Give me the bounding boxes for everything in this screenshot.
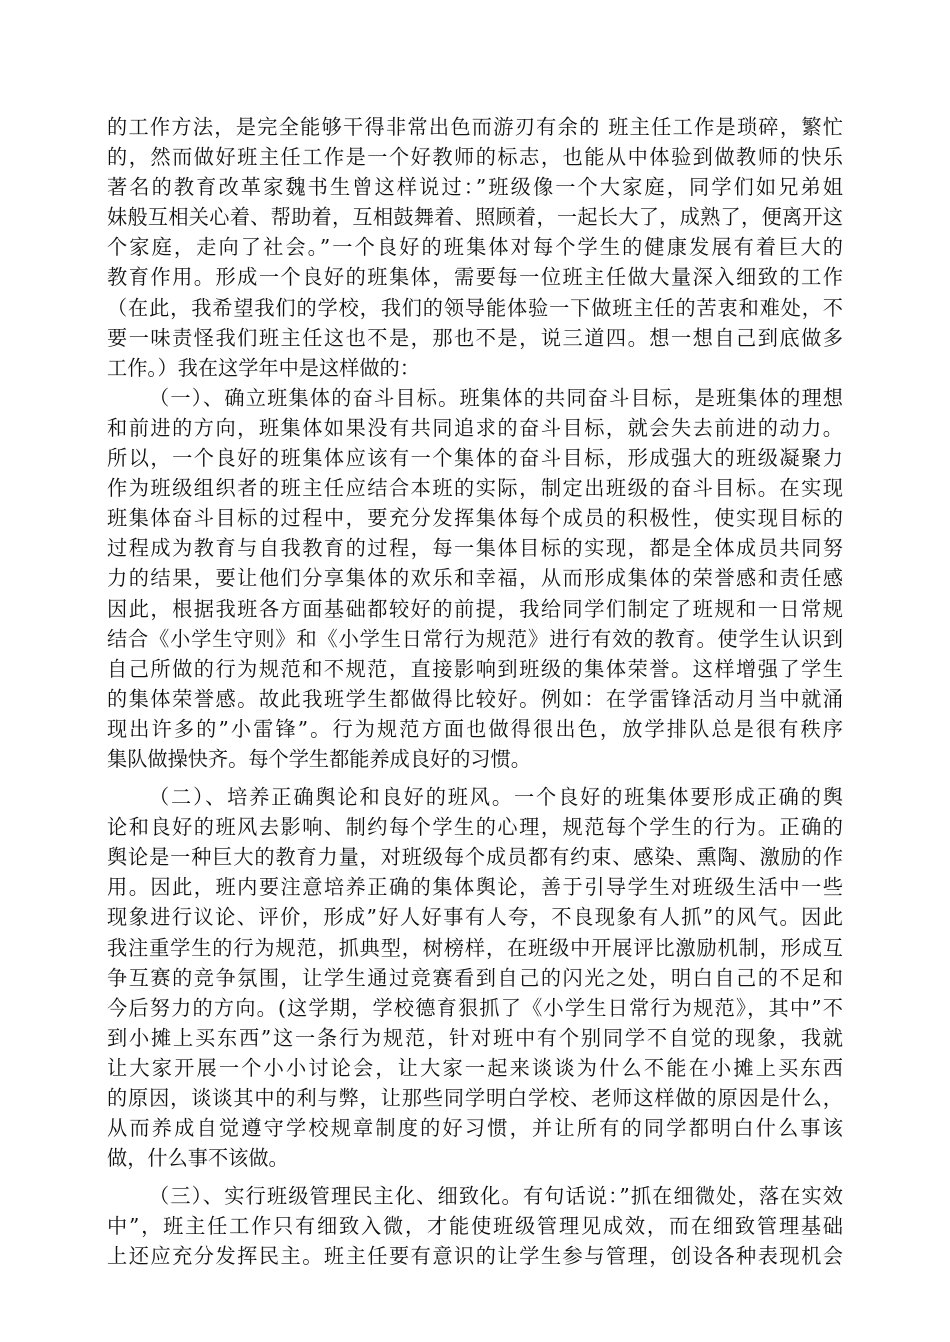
paragraph-line: 做，什么事不该做。 (107, 1146, 289, 1171)
paragraph-line: 力的结果，要让他们分享集体的欢乐和幸福，从而形成集体的荣誉感和责任感 (107, 566, 843, 591)
paragraph-line: 作为班级组织者的班主任应结合本班的实际，制定出班级的奋斗目标。在实现 (107, 476, 843, 501)
paragraph-line: 自己所做的行为规范和不规范，直接影响到班级的集体荣誉。这样增强了学生 (107, 656, 843, 681)
section-heading-line: （一）、确立班集体的奋斗目标。班集体的共同奋斗目标，是班集体的理想 (149, 385, 843, 410)
paragraph-line: 到小摊上买东西”这一条行为规范，针对班中有个别同学不自觉的现象，我就 (107, 1025, 843, 1050)
paragraph-line: 个家庭，走向了社会。”一个良好的班集体对每个学生的健康发展有着巨大的 (107, 235, 843, 260)
paragraph-line: 今后努力的方向。(这学期，学校德育狠抓了《小学生日常行为规范》，其中”不 (107, 995, 843, 1020)
paragraph-line: 集队做操快齐。每个学生都能养成良好的习惯。 (107, 746, 531, 771)
paragraph-line: 班集体奋斗目标的过程中，要充分发挥集体每个成员的积极性，使实现目标的 (107, 506, 843, 531)
paragraph-line: 妹般互相关心着、帮助着，互相鼓舞着、照顾着，一起长大了，成熟了，便离开这 (107, 205, 843, 230)
paragraph-line: 中”，班主任工作只有细致入微，才能使班级管理见成效，而在细致管理基础 (107, 1214, 843, 1239)
paragraph-line: （在此，我希望我们的学校，我们的领导能体验一下做班主任的苦衷和难处，不 (107, 295, 843, 320)
paragraph-line: 舆论是一种巨大的教育力量，对班级每个成员都有约束、感染、熏陶、激励的作 (107, 845, 843, 870)
paragraph-line: 的集体荣誉感。故此我班学生都做得比较好。例如：在学雷锋活动月当中就涌 (107, 686, 843, 711)
paragraph-line: 用。因此，班内要注意培养正确的集体舆论，善于引导学生对班级生活中一些 (107, 875, 843, 900)
paragraph-line: 要一味责怪我们班主任这也不是，那也不是，说三道四。想一想自己到底做多 (107, 325, 843, 350)
paragraph-gap (107, 1173, 843, 1181)
section-2-paragraph (107, 782, 843, 1173)
section-heading-line: （三）、实行班级管理民主化、细致化。有句话说：”抓在细微处，落在实效 (149, 1184, 843, 1209)
paragraph-line: 让大家开展一个小小讨论会，让大家一起来谈谈为什么不能在小摊上买东西 (107, 1055, 843, 1080)
section-heading-line: （二）、培养正确舆论和良好的班风。一个良好的班集体要形成正确的舆 (149, 785, 843, 810)
paragraph-line: 过程成为教育与自我教育的过程，每一集体目标的实现，都是全体成员共同努 (107, 536, 843, 561)
paragraph-line: 的工作方法，是完全能够干得非常出色而游刃有余的 班主任工作是琐碎，繁忙 (107, 115, 843, 139)
paragraph-line: 现象进行议论、评价，形成”好人好事有人夸，不良现象有人抓”的风气。因此 (107, 905, 843, 930)
paragraph-line: 现出许多的”小雷锋”。行为规范方面也做得很出色，放学排队总是很有秩序 (107, 716, 843, 741)
paragraph-line: 上还应充分发挥民主。班主任要有意识的让学生参与管理，创设各种表现机会 (107, 1244, 843, 1269)
paragraph-line: 论和良好的班风去影响、制约每个学生的心理，规范每个学生的行为。正确的 (107, 815, 843, 840)
section-1-paragraph (107, 383, 843, 774)
paragraph-line: 著名的教育改革家魏书生曾这样说过：”班级像一个大家庭，同学们如兄弟姐 (107, 175, 843, 200)
paragraph-line: 争互赛的竞争氛围，让学生通过竞赛看到自己的闪光之处，明白自己的不足和 (107, 965, 843, 990)
document-page (107, 112, 843, 1272)
paragraph-line: 所以，一个良好的班集体应该有一个集体的奋斗目标，形成强大的班级凝聚力 (107, 446, 843, 471)
paragraph-line: 和前进的方向，班集体如果没有共同追求的奋斗目标，就会失去前进的动力。 (107, 415, 843, 440)
paragraph-line: 从而养成自觉遵守学校规章制度的好习惯，并让所有的同学都明白什么事该 (107, 1116, 843, 1141)
section-3-paragraph (107, 1181, 843, 1271)
paragraph-line: 结合《小学生守则》和《小学生日常行为规范》进行有效的教育。使学生认识到 (107, 626, 843, 651)
paragraph-line: 我注重学生的行为规范，抓典型，树榜样，在班级中开展评比激励机制，形成互 (107, 935, 843, 960)
intro-paragraph (107, 112, 843, 383)
paragraph-line: 工作。）我在这学年中是这样做的： (107, 355, 420, 380)
paragraph-gap (107, 774, 843, 782)
paragraph-line: 教育作用。形成一个良好的班集体，需要每一位班主任做大量深入细致的工作 (107, 265, 843, 290)
paragraph-line: 因此，根据我班各方面基础都较好的前提，我给同学们制定了班规和一日常规 (107, 596, 843, 621)
paragraph-line: 的，然而做好班主任工作是一个好教师的标志，也能从中体验到做教师的快乐 (107, 145, 843, 170)
paragraph-line: 的原因，谈谈其中的利与弊，让那些同学明白学校、老师这样做的原因是什么， (107, 1086, 843, 1110)
